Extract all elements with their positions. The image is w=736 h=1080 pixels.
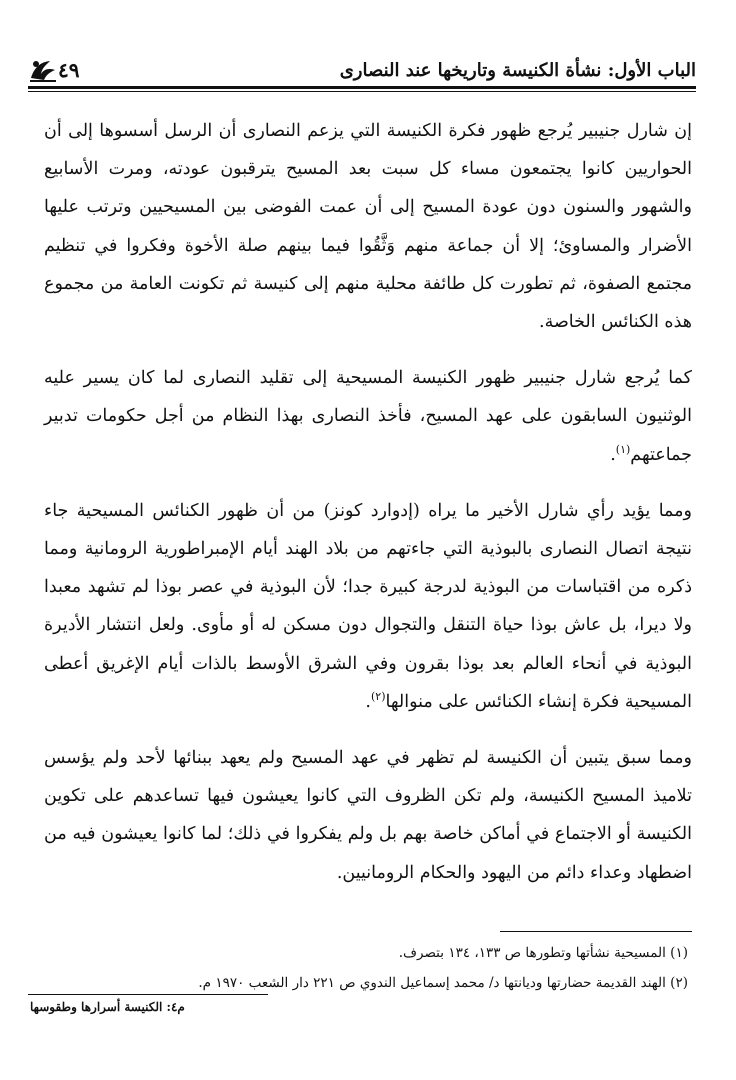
footnote-reference[interactable]: (١): [615, 442, 631, 456]
paragraph-text: ومما سبق يتبين أن الكنيسة لم تظهر في عهد المسيح ولم يعهد ببنائها لأحد ولم يؤسس تلاميذ المسيح الكنيسة، ولم تكن الظروف التي كانوا يعيشون فيها تساعدهم على تكوين الكنيسة أو الاجتماع في أماكن خاصة بهم بل ولم يفكروا في ذلك؛ لما كانوا يعيشون فيه من اضطهاد وعداء دائم من اليهود والحكام الرومانيين.: [44, 748, 692, 883]
paragraph-text: ومما يؤيد رأي شارل الأخير ما يراه (إدوارد كونز) من أن ظهور الكنائس المسيحية جاء نتيجة اتصال النصارى بالبوذية التي جاءتهم من بلاد الهند أيام الإمبراطورية الرومانية ومما ذكره من اقتباسات من البوذية لدرجة كبيرة جدا؛ لأن البوذية في عصر بوذا لم تشهد معبدا ولا ديرا، بل عاش بوذا حياة التنقل والتجوال دون مسكن له أو مأوى. ولعل انتشار الأديرة البوذية في أنحاء العالم بعد بوذا بقرون وفي الشرق الأوسط بالذات أيام الإغريق أعطى المسيحية فكرة إنشاء الكنائس على منوالها: [44, 500, 692, 712]
footnote: (٢) الهند القديمة حضارتها وديانتها د/ محمد إسماعيل الندوي ص ٢٢١ دار الشعب ١٩٧٠ م.: [198, 975, 688, 991]
page-number: ٤٩: [58, 58, 80, 82]
paragraph: [44, 112, 692, 341]
footnote-reference[interactable]: (٢): [370, 690, 386, 704]
paragraph: [44, 739, 692, 892]
footnotes: [44, 938, 688, 998]
footnote-separator: [500, 931, 692, 932]
paragraph: [44, 359, 692, 474]
signature-rule: [28, 994, 268, 995]
floral-ornament-icon: [28, 56, 58, 84]
page-header: [28, 54, 696, 90]
paragraph-end: .: [610, 444, 616, 465]
paragraph-text: إن شارل جنيبير يُرجع ظهور فكرة الكنيسة التي يزعم النصارى أن الرسل أسسوها إلى أن الحواريين كانوا يجتمعون مساء كل سبت بعد المسيح يترقبون عودته، ومرت الأسابيع والشهور والسنون دون عودة المسيح إلى أن عمت الفوضى بين المسيحيين وترتب عليها الأضرار والمساوئ؛ إلا أن جماعة منهم وَثَّقُوا فيما بينهم صلة الأخوة وفكروا في تنظيم مجتمع الصفوة، ثم تطورت كل طائفة محلية منهم إلى كنيسة ثم تكونت العامة من مجموع هذه الكنائس الخاصة.: [44, 121, 692, 333]
paragraph: [44, 492, 692, 721]
header-rule: [28, 86, 696, 89]
chapter-title: الباب الأول: نشأة الكنيسة وتاريخها عند النصارى: [339, 60, 696, 81]
header-rule-thin: [28, 91, 696, 92]
body-text: [44, 112, 692, 910]
footnote: (١) المسيحية نشأتها وتطورها ص ١٣٣، ١٣٤ بتصرف.: [398, 945, 688, 961]
paragraph-end: .: [365, 691, 371, 712]
paragraph-text: كما يُرجع شارل جنيبير ظهور الكنيسة المسيحية إلى تقليد النصارى لما كان يسير عليه الوثنيون السابقون على عهد المسيح، فأخذ النصارى بهذا النظام من أجل حكومات تدبير جماعتهم: [44, 368, 692, 465]
printer-signature: م٤: الكنيسة أسرارها وطقوسها: [30, 1000, 185, 1014]
